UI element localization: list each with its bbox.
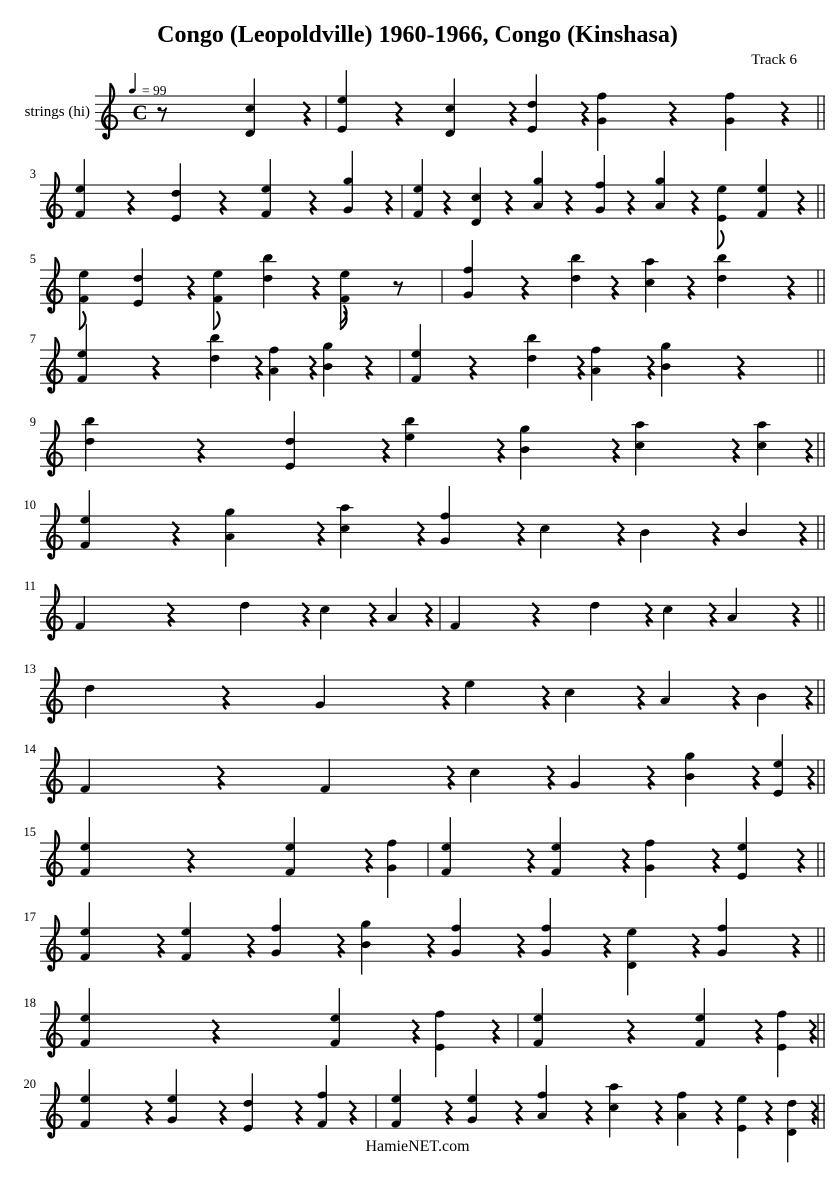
staff-system-8 [24, 662, 826, 727]
note-flag [718, 231, 724, 248]
piece-title: Congo (Leopoldville) 1960-1966, Congo (Kinshasa) [157, 22, 678, 48]
measure-number: 9 [29, 415, 36, 429]
staff-system-9 [24, 734, 826, 806]
treble-clef-dot [47, 387, 52, 392]
measure-number: 18 [23, 996, 36, 1010]
measure-number: 15 [23, 825, 36, 839]
treble-clef-dot [47, 1051, 52, 1056]
note-flag [80, 312, 86, 329]
staff-system-12 [24, 988, 826, 1077]
treble-clef-dot [47, 470, 52, 475]
time-signature: C [132, 100, 148, 125]
staff-system-11 [24, 898, 826, 995]
instrument-label: strings (hi) [24, 104, 90, 120]
treble-clef-dot [47, 1132, 52, 1137]
treble-clef-dot [47, 222, 52, 227]
measure-number: 7 [29, 332, 36, 346]
treble-clef-dot [47, 797, 52, 802]
staff-system-10 [24, 817, 826, 898]
staff-system-3 [30, 240, 825, 329]
measure-number: 14 [23, 742, 36, 756]
staff-system-2 [30, 151, 825, 248]
measure-number: 20 [23, 1077, 36, 1091]
treble-clef-dot [47, 965, 52, 970]
footer-watermark: HamieNET.com [365, 1138, 470, 1155]
treble-clef-dot [47, 880, 52, 885]
staff-system-1 [95, 70, 825, 151]
track-label: Track 6 [751, 52, 797, 68]
measure-number: 3 [29, 167, 36, 181]
treble-clef-dot [47, 553, 52, 558]
measure-number: 13 [23, 662, 36, 676]
note-flag [214, 312, 220, 329]
measure-number: 10 [23, 498, 36, 512]
treble-clef-dot [47, 307, 52, 312]
treble-clef-dot [47, 717, 52, 722]
staff-system-4 [30, 324, 825, 401]
tempo-marking: = 99 [142, 83, 167, 98]
treble-clef-dot [47, 634, 52, 639]
measure-number: 5 [29, 252, 36, 266]
treble-clef-dot [102, 133, 107, 138]
staff-system-5 [30, 411, 825, 479]
measure-number: 11 [23, 579, 36, 593]
staff-system-6 [24, 486, 826, 567]
staff-system-7 [24, 579, 825, 640]
measure-number: 17 [23, 910, 36, 924]
